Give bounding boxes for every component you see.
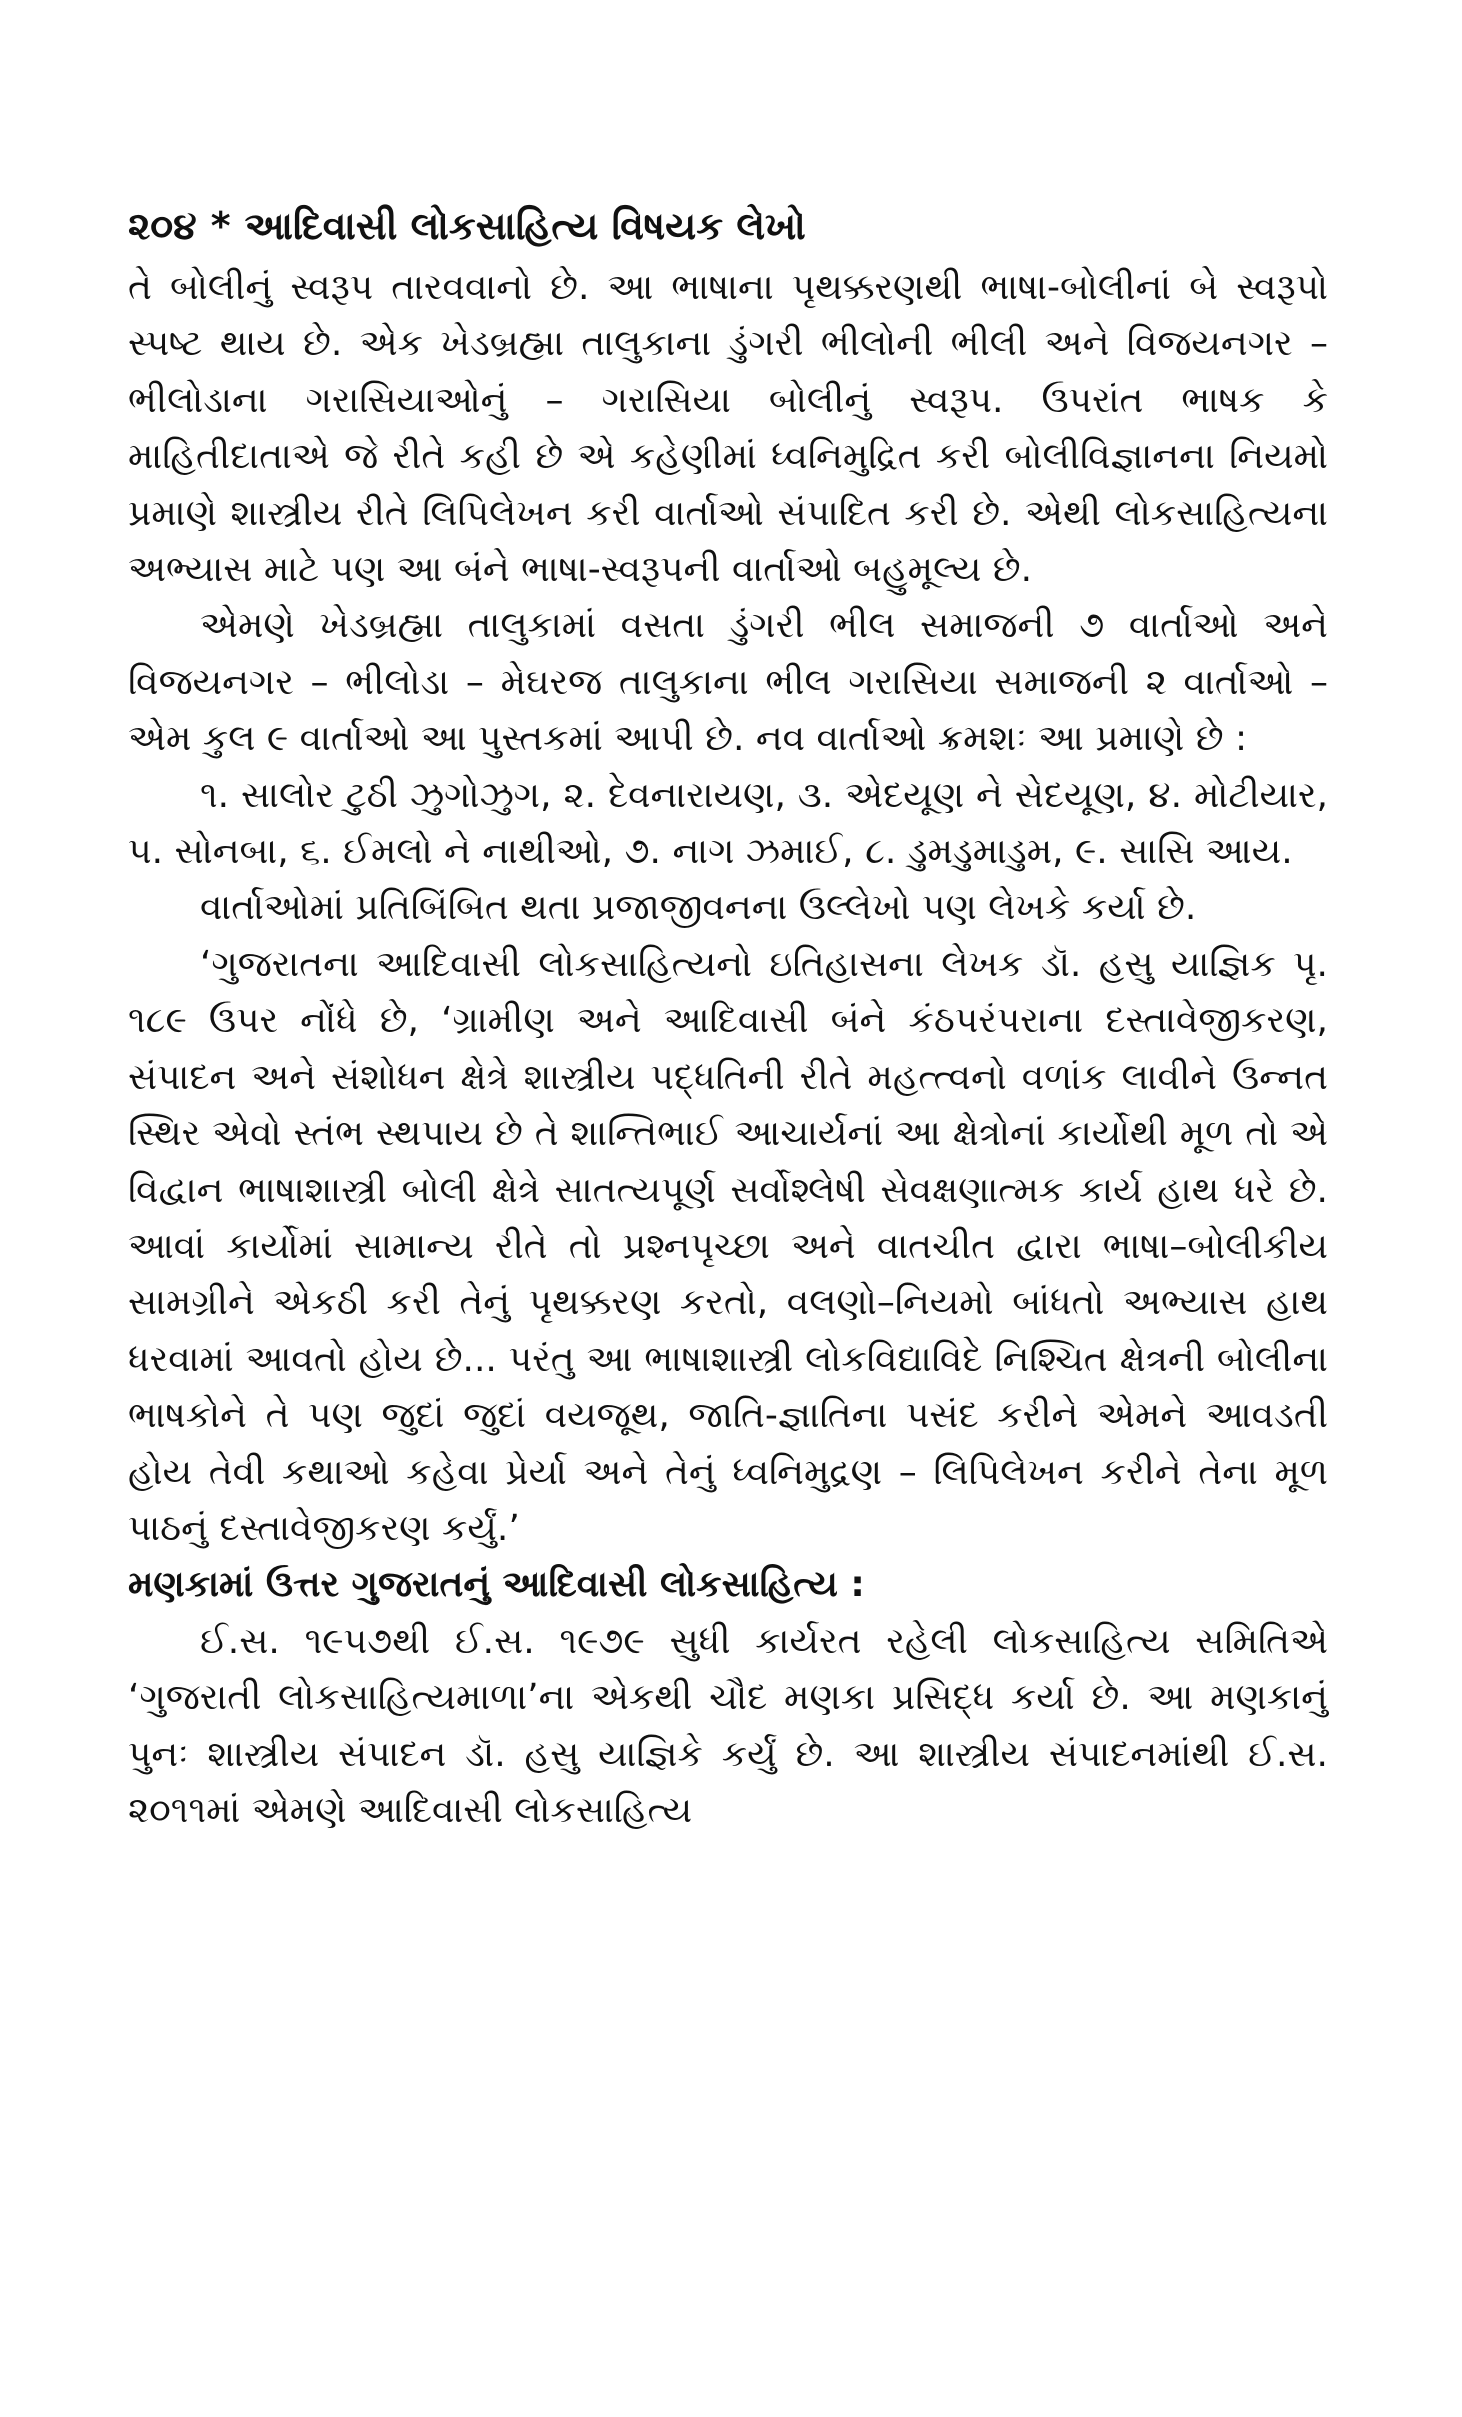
header-title: આદિવાસી લોકસાહિત્ય વિષયક લેખો xyxy=(244,204,806,248)
final-paragraph: ઈ.સ. ૧૯૫૭થી ઈ.સ. ૧૯૭૯ સુધી કાર્યરત રહેલી લોકસાહિત્ય સમિતિએ ‘ગુજરાતી લોકસાહિત્યમાળા’ના એકથી ચૌદ મણકા પ્રસિદ્ધ કર્યા છે. આ મણકાનું પુનઃ શાસ્ત્રીય સંપાદન ડૉ. હસુ યાજ્ઞિકે કર્યું છે. આ શાસ્ત્રીય સંપાદનમાંથી ઈ.સ. ૨૦૧૧માં એમણે આદિવાસી લોકસાહિત્ય xyxy=(128,1620,1328,1831)
paragraph-4: વાર્તાઓમાં પ્રતિબિંબિત થતા પ્રજાજીવનના ઉલ્લેખો પણ લેખકે કર્યા છે. xyxy=(200,887,1197,929)
paragraph-2: એમણે ખેડબ્રહ્મા તાલુકામાં વસતા ડુંગરી ભીલ સમાજની ૭ વાર્તાઓ અને વિજયનગર – ભીલોડા – મેઘરજ તાલુકાના ભીલ ગરાસિયા સમાજની ૨ વાર્તાઓ – એમ કુલ ૯ વાર્તાઓ આ પુસ્તકમાં આપી છે. નવ વાર્તાઓ ક્રમશઃ આ પ્રમાણે છે : xyxy=(128,605,1328,760)
page-body xyxy=(128,196,1328,1839)
header-separator: * xyxy=(210,204,231,248)
paragraph-1: તે બોલીનું સ્વરૂપ તારવવાનો છે. આ ભાષાના પૃથક્કરણથી ભાષા-બોલીનાં બે સ્વરૂપો સ્પષ્ટ થાય છે. એક ખેડબ્રહ્મા તાલુકાના ડુંગરી ભીલોની ભીલી અને વિજયનગર – ભીલોડાના ગરાસિયાઓનું – ગરાસિયા બોલીનું સ્વરૂપ. ઉપરાંત ભાષક કે માહિતીદાતાએ જે રીતે કહી છે એ કહેણીમાં ધ્વનિમુદ્રિત કરી બોલીવિજ્ઞાનના નિયમો પ્રમાણે શાસ્ત્રીય રીતે લિપિલેખન કરી વાર્તાઓ સંપાદિત કરી છે. એથી લોકસાહિત્યના અભ્યાસ માટે પણ આ બંને ભાષા-સ્વરૂપની વાર્તાઓ બહુમૂલ્ય છે. xyxy=(128,267,1328,591)
story-list: ૧. સાલોર ટુઠી ઝુગોઝુગ, ૨. દેવનારાયણ, ૩. એદયૂણ ને સેદયૂણ, ૪. મોટીયાર, ૫. સોનબા, ૬. ઈમલો ને નાથીઓ, ૭. નાગ ઝમાઈ, ૮. ડુમડુમાડુમ, ૯. સાસિ આય. xyxy=(128,774,1328,873)
running-header xyxy=(128,196,1328,260)
quotation-paragraph: ‘ગુજરાતના આદિવાસી લોકસાહિત્યનો ઇતિહાસના લેખક ડૉ. હસુ યાજ્ઞિક પૃ. ૧૮૯ ઉપર નોંધે છે, ‘ગ્રામીણ અને આદિવાસી બંને કંઠપરંપરાના દસ્તાવેજીકરણ, સંપાદન અને સંશોધન ક્ષેત્રે શાસ્ત્રીય પદ્ધતિની રીતે મહત્ત્વનો વળાંક લાવીને ઉન્નત સ્થિર એવો સ્તંભ સ્થપાય છે તે શાન્તિભાઈ આચાર્યનાં આ ક્ષેત્રોનાં કાર્યોથી મૂળ તો એ વિદ્વાન ભાષાશાસ્ત્રી બોલી ક્ષેત્રે સાતત્યપૂર્ણ સર્વોશ્લેષી સેવક્ષણાત્મક કાર્ય હાથ ધરે છે. આવાં કાર્યોમાં સામાન્ય રીતે તો પ્રશ્નપૃચ્છા અને વાતચીત દ્વારા ભાષા–બોલીકીય સામગ્રીને એકઠી કરી તેનું પૃથક્કરણ કરતો, વલણો–નિયમો બાંધતો અભ્યાસ હાથ ધરવામાં આવતો હોય છે... પરંતુ આ ભાષાશાસ્ત્રી લોકવિદ્યાવિદે નિશ્ચિત ક્ષેત્રની બોલીના ભાષકોને તે પણ જુદાં જુદાં વયજૂથ, જાતિ-જ્ઞાતિના પસંદ કરીને એમને આવડતી હોય તેવી કથાઓ કહેવા પ્રેર્યા અને તેનું ધ્વનિમુદ્રણ – લિપિલેખન કરીને તેના મૂળ પાઠનું દસ્તાવેજીકરણ કર્યું.’ xyxy=(128,943,1328,1549)
section-subheading: મણકામાં ઉત્તર ગુજરાતનું આદિવાસી લોકસાહિત્ય : xyxy=(128,1564,865,1606)
page-number: ૨૦૪ xyxy=(128,204,197,248)
